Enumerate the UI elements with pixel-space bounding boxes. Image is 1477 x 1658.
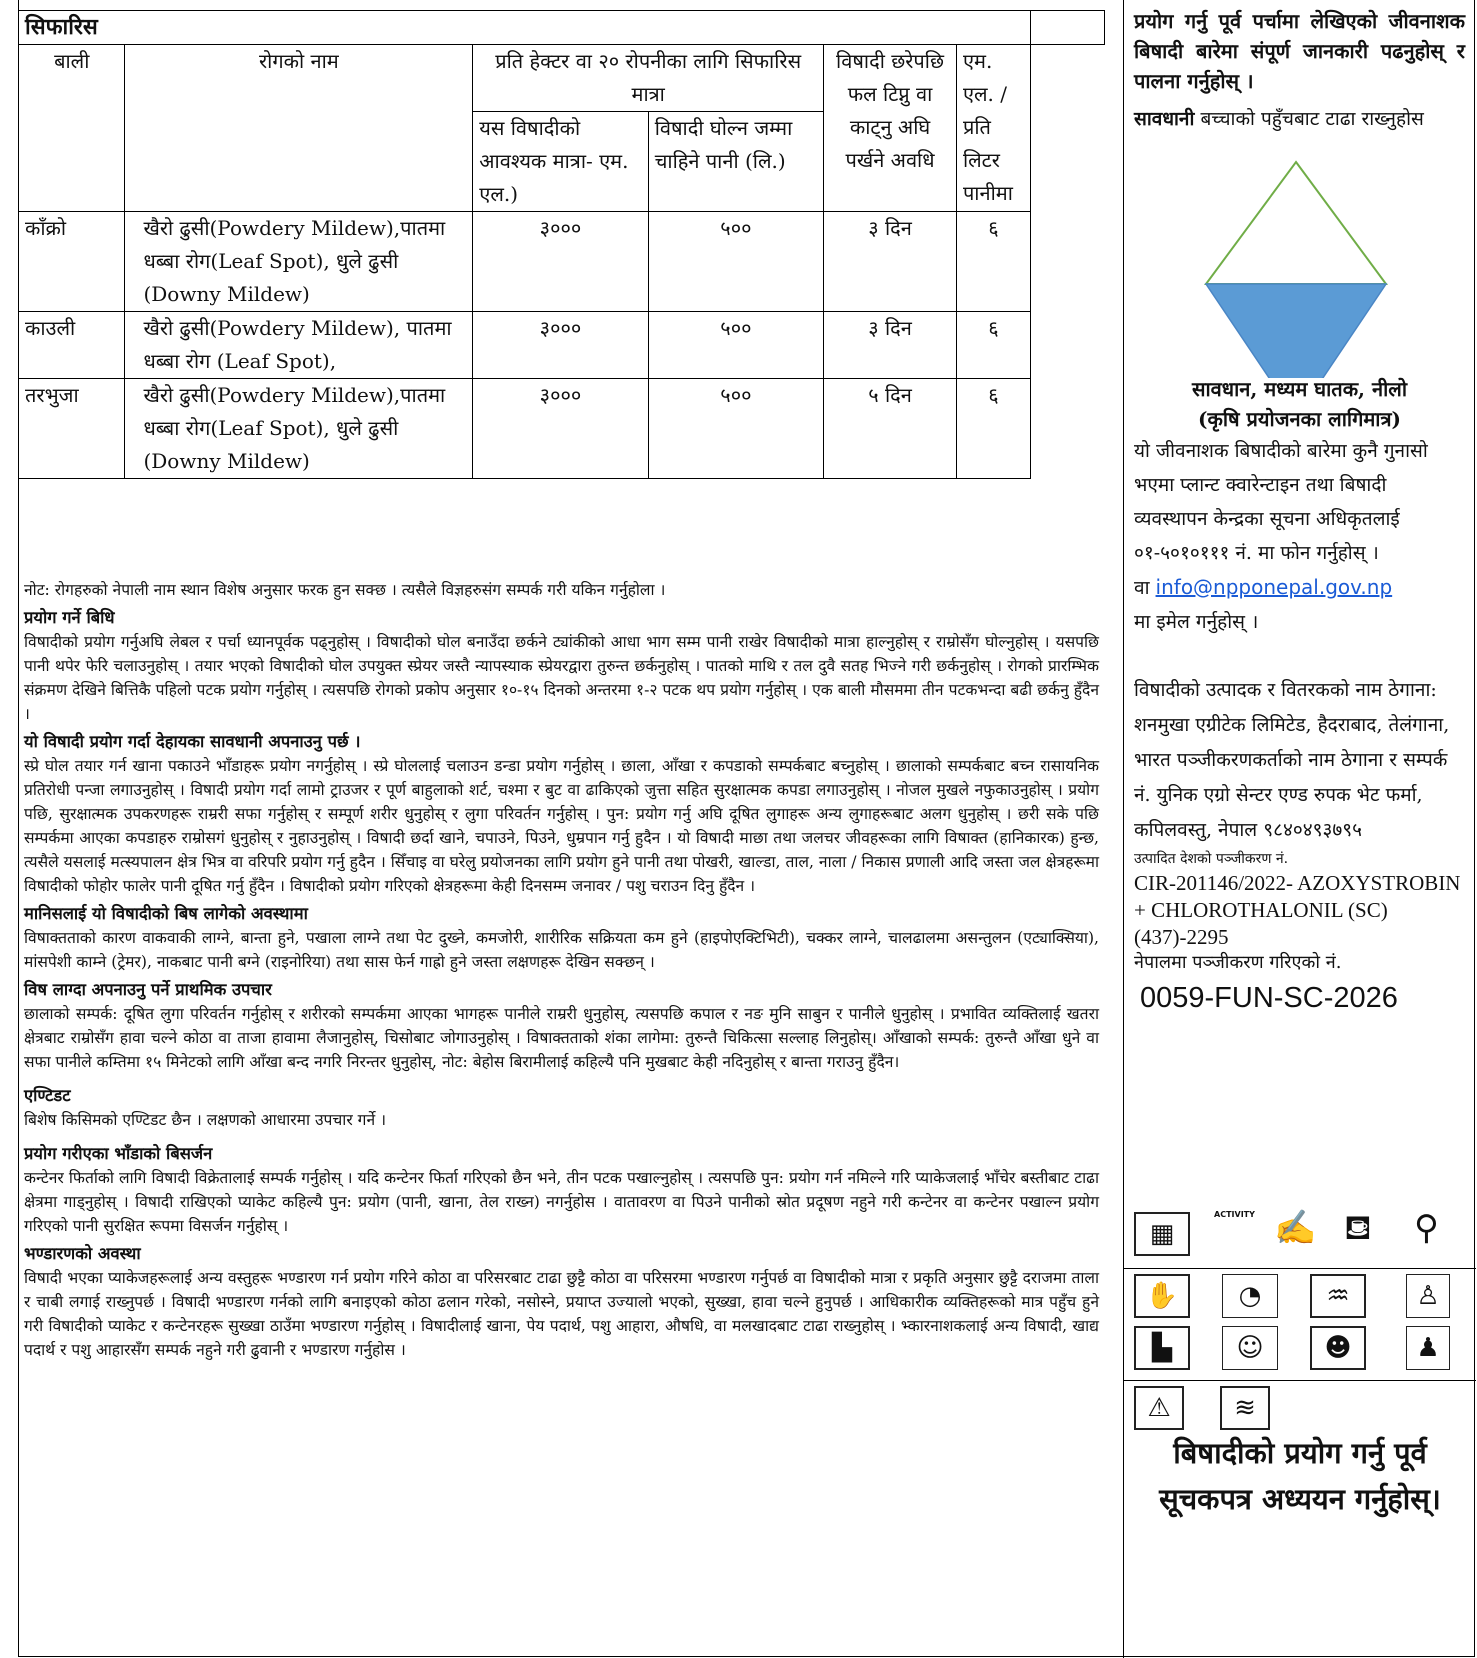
section-heading: प्रयोग गरीएका भाँडाको बिसर्जन: [24, 1144, 213, 1163]
cell-dose: ३०००: [473, 312, 648, 379]
boots-icon: ▙: [1134, 1326, 1190, 1370]
nepal-reg-label: नेपालमा पञ्जीकरण गरिएको नं.: [1134, 952, 1342, 973]
email-prefix: वा: [1134, 577, 1150, 599]
overalls-icon: ♟: [1406, 1326, 1450, 1370]
cell-crop: तरभुजा: [19, 379, 125, 479]
cell-interval: ३ दिन: [824, 212, 957, 312]
cell-water: ५००: [648, 379, 823, 479]
section-text: विषाक्तताको कारण वाकवाकी लाग्ने, बान्ता हुने, पखाला लाग्ने तथा पेट दुख्ने, कमजोरी, शारीरिक सक्रियता कम हुने (हाइपोएक्टिभिटी), चक्कर लाग्ने, चालढालमा असन्तुलन (एट्याक्सिया), मांसपेशी काम्ने (ट्रेमर), नाकबाट पानी बग्ने (राइनोरिया) तथा सास फेर्न गाह्रो हुने जस्ता लक्षणहरू देखिन सक्छन् ।: [24, 929, 1099, 971]
storage-icon: ▦: [1134, 1212, 1190, 1256]
email-link[interactable]: info@npponepal.gov.np: [1155, 575, 1393, 599]
caution-label: सावधानी: [1134, 108, 1195, 130]
section-heading: भण्डारणको अवस्था: [24, 1244, 141, 1263]
email-suffix: मा इमेल गर्नुहोस् ।: [1134, 611, 1259, 633]
header-crop: बाली: [19, 45, 125, 212]
caution-text: बच्चाको पहुँचबाट टाढा राख्नुहोस: [1200, 108, 1424, 130]
table-title: सिफारिस: [19, 11, 1031, 45]
pouring-icon: ⛾: [1344, 1208, 1372, 1248]
page-frame: [18, 0, 1475, 1657]
dangerous-fish-icon: ≋: [1220, 1386, 1270, 1430]
apron-icon: ♙: [1406, 1274, 1450, 1318]
header-disease: रोगको नाम: [125, 45, 473, 212]
note-text: नोट: रोगहरुको नेपाली नाम स्थान विशेष अनुसार फरक हुन सक्छ । त्यसैले विज्ञहरुसंग सम्पर्क गरी यकिन गर्नुहोला ।: [24, 581, 666, 599]
header-dose: यस विषादीको आवश्यक मात्रा- एम. एल.): [473, 112, 648, 212]
section-heading: विष लाग्दा अपनाउनु पर्ने प्राथमिक उपचार: [24, 980, 272, 999]
cell-water: ५००: [648, 312, 823, 379]
cell-water: ५००: [648, 212, 823, 312]
mixing-icon: ✍: [1274, 1208, 1317, 1248]
manufacturer-info: विषादीको उत्पादक र वितरकको नाम ठेगाना: शनमुखा एग्रीटेक लिमिटेड, हैदराबाद, तेलंगाना, भारत पञ्जीकरणकर्ताको नाम ठेगाना र सम्पर्क नं. युनिक एग्रो सेन्टर एण्ड रुपक भेट फर्मा, कपिलवस्तु, नेपाल ९८४०४९३७९५: [1134, 679, 1450, 841]
face-shield-icon: ◔: [1222, 1274, 1278, 1318]
section-text: विषादीको प्रयोग गर्नुअघि लेबल र पर्चा ध्यानपूर्वक पढ्नुहोस् । विषादीको घोल बनाउँदा छर्कने ट्यांकीको आधा भाग सम्म पानी राखेर विषादीको मात्रा हाल्नुहोस् र राम्रोसँग घोल्नुहोस् । यसपछि पानी थपेर फेरि चलाउनुहोस् । तयार भएको विषादीको घोल उपयुक्त स्प्रेयर जस्तै न्यापस्याक स्प्रेयरद्वारा तुरुन्त छर्कनुहोस् । पातको माथि र तल दुवै सतह भिज्ने गरी छर्कनुहोस् । रोगको प्रारम्भिक संक्रमण देखिने बित्तिकै पहिलो पटक प्रयोग गर्नुहोस् । त्यसपछि रोगको प्रकोप अनुसार १०-१५ दिनको अन्तरमा १-२ पटक थप प्रयोग गर्नुहोस् । एक बाली मौसममा तीन पटकभन्दा बढी छर्कनु हुँदैन ।: [24, 633, 1099, 723]
cell-per-liter: ६: [956, 312, 1030, 379]
cell-per-liter: ६: [956, 212, 1030, 312]
read-warning: प्रयोग गर्नु पूर्व पर्चामा लेखिएको जीवनाशक बिषादी बारेमा संपूर्ण जानकारी पढनुहोस् र पालना गर्नुहोस् ।: [1134, 9, 1465, 93]
cell-interval: ३ दिन: [824, 312, 957, 379]
header-water: विषादी घोल्न जम्मा चाहिने पानी (लि.): [648, 112, 823, 212]
cell-disease: खैरो ढुसी(Powdery Mildew), पातमा धब्बा रोग (Leaf Spot),: [125, 312, 473, 379]
cell-dose: ३०००: [473, 379, 648, 479]
cell-crop: काउली: [19, 312, 125, 379]
respirator-icon: ☻: [1310, 1326, 1366, 1370]
wash-icon: ♒: [1310, 1274, 1366, 1318]
header-per-liter: एम. एल. / प्रति लिटर पानीमा: [956, 45, 1030, 212]
section-heading: एण्टिडट: [24, 1086, 71, 1105]
section-text: स्प्रे घोल तयार गर्न खाना पकाउने भाँडाहरू प्रयोग नगर्नुहोस् । स्प्रे घोललाई चलाउन डन्डा प्रयोग गर्नुहोस् । छाला, आँखा र कपडाको सम्पर्कबाट बच्नुहोस् । छालाको सम्पर्कबाट बच्न रासायनिक प्रतिरोधी पन्जा लगाउनुहोस् । विषादी प्रयोग गर्दा लामो ट्राउजर र पूर्ण बाहुलाको शर्ट, चश्मा र बुट वा ढाकिएको जुत्ता सहित सुरक्षात्मक कपडा लगाउनुहोस् । नोजल मुखले नफुकाउनुहोस् । प्रयोग पछि, सुरक्षात्मक उपकरणहरू राम्ररी सफा गर्नुहोस् र सम्पूर्ण शरीर धुनुहोस् र लुगा परिवर्तन गर्नुहोस् । पुन: प्रयोग गर्नु अघि दूषित लुगाहरू अन्य लुगाहरूबाट अलग धुनुहोस् । छरी सके पछि सम्पर्कमा आएका कपडाहरु राम्रोसगं धुनुहोस् र नुहाउनुहोस् । विषादी छर्दा खाने, चपाउने, पिउने, धुम्रपान गर्नु हुदैन । यो विषादी माछा तथा जलचर जीवहरूका लागि विषाक्त (हानिकारक) हुन्छ, त्यसैले यसलाई मत्स्यपालन क्षेत्र भित्र वा वरिपरि प्रयोग गर्नु हुदैन । सिँचाइ वा घरेलु प्रयोजनका लागि प्रयोग हुने पानी तथा पोखरी, खाल्डा, ताल, नाला / निकास प्रणाली आदि जस्ता जल क्षेत्रहरूमा विषादीको फोहोर फालेर पानी दूषित गर्नु हुँदैन । विषादीको प्रयोग गरिएको क्षेत्रहरूमा केही दिनसम्म जनावर / पशु चराउन दिनु हुँदैन ।: [24, 757, 1099, 895]
footer-warning: बिषादीको प्रयोग गर्नु पूर्व सूचकपत्र अध्ययन गर्नुहोस्।: [1159, 1436, 1441, 1516]
nepal-reg-number: 0059-FUN-SC-2026: [1140, 982, 1398, 1014]
spraying-icon: ⚲: [1414, 1208, 1439, 1248]
hazard-subtitle: (कृषि प्रयोजनका लागिमात्र): [1198, 407, 1401, 431]
mask-icon: ☺: [1222, 1326, 1278, 1370]
cell-dose: ३०००: [473, 212, 648, 312]
gloves-icon: ✋: [1134, 1274, 1190, 1318]
activity-label: ACTIVITY: [1214, 1210, 1255, 1219]
section-heading: मानिसलाई यो विषादीको बिष लागेको अवस्थामा: [24, 904, 308, 923]
cell-disease: खैरो ढुसी(Powdery Mildew),पातमा धब्बा रोग(Leaf Spot), धुले ढुसी (Downy Mildew): [125, 212, 473, 312]
cell-interval: ५ दिन: [824, 379, 957, 479]
section-text: बिशेष किसिमको एण्टिडट छैन । लक्षणको आधारमा उपचार गर्ने ।: [24, 1111, 386, 1129]
header-interval: विषादी छरेपछि फल टिप्नु वा काट्नु अघि पर्खने अवधि: [824, 45, 957, 212]
cell-disease: खैरो ढुसी(Powdery Mildew),पातमा धब्बा रोग(Leaf Spot), धुले ढुसी (Downy Mildew): [125, 379, 473, 479]
header-dose-group: प्रति हेक्टर वा २० रोपनीका लागि सिफारिस मात्रा: [473, 45, 824, 112]
hazard-title: सावधान, मध्यम घातक, नीलो: [1191, 377, 1408, 401]
section-heading: यो विषादी प्रयोग गर्दा देहायका सावधानी अपनाउनु पर्छ ।: [24, 732, 361, 751]
section-text: कन्टेनर फिर्ताको लागि विषादी विक्रेतालाई सम्पर्क गर्नुहोस् । यदि कन्टेनर फिर्ता गरिएको छैन भने, तीन पटक पखाल्नुहोस् । त्यसपछि पुन: प्रयोग गर्न नमिल्ने गरि प्याकेजलाई भाँचेर बस्तीबाट टाढा क्षेत्रमा गाड्नुहोस् । विषादी राखिएको प्याकेट कहिल्यै पुन: प्रयोग (पानी, खाना, तेल राख्न) नगर्नुहोस । वातावरण वा पिउने पानीको स्रोत प्रदूषण नहुने गरी कन्टेनर वा कन्टेनर पखाल्न प्रयोग गरिएको पानी सुरक्षित रूपमा विसर्जन गर्नुहोस् ।: [24, 1169, 1099, 1235]
dangerous-animals-icon: ⚠: [1134, 1386, 1184, 1430]
section-heading: प्रयोग गर्ने बिधि: [24, 608, 115, 627]
origin-reg-label: उत्पादित देशको पञ्जीकरण नं.: [1134, 851, 1289, 867]
section-text: विषादी भएका प्याकेजहरूलाई अन्य वस्तुहरू भण्डारण गर्न प्रयोग गरिने कोठा वा परिसरबाट टाढा छुट्टै कोठा वा परिसरमा भण्डारण गर्नुपर्छ वा विषादीको मात्रा र प्रकृति अनुसार छुट्टै दराजमा ताला र चाबी लगाई राख्नुपर्छ । विषादी भण्डारण गर्नको लागि बनाइएको कोठा ढलान गरेको, नसोस्ने, प्रयाप्त उज्यालो भएको, सुख्खा, हावा चल्ने हुनुपर्छ । आधिकारीक व्यक्तिहरूको मात्र पहुँच हुने गरी विषादीको प्याकेट र कन्टेनरहरू सुख्खा ठाउँमा भण्डारण गर्नुहोस् । विषादीलाई खाना, पेय पदार्थ, पशु आहारा, औषधि, वा मलखादबाट टाढा राख्नुहोस् । भ्कारनाशकलाई अन्य विषादी, खाद्य पदार्थ र पशु आहारसँग सम्पर्क नहुने गरी ढुवानी र भण्डारण गर्नुहोस ।: [24, 1269, 1099, 1359]
origin-reg-number: CIR-201146/2022- AZOXYSTROBIN + CHLOROTHALONIL (SC) (437)-2295: [1134, 871, 1461, 949]
contact-text: यो जीवनाशक बिषादीको बारेमा कुनै गुनासो भएमा प्लान्ट क्वारेन्टाइन तथा बिषादी व्यवस्थापन केन्द्रका सूचना अधिकृतलाई ०१-५०१०१११ नं. मा फोन गर्नुहोस् ।: [1134, 440, 1428, 564]
cell-per-liter: ६: [956, 379, 1030, 479]
section-text: छालाको सम्पर्क: दूषित लुगा परिवर्तन गर्नुहोस् र शरीरको सम्पर्कमा आएका भागहरू पानीले राम्ररी धुनुहोस्, त्यसपछि कपाल र नङ मुनि साबुन र पानीले धुनुहोस् । प्रभावित व्यक्तिलाई खतरा क्षेत्रबाट राम्रोसँग हावा चल्ने कोठा वा ताजा हावामा लैजानुहोस्, चिसोबाट जोगाउनुहोस् । विषाक्तताको शंका लागेमा: तुरुन्तै चिकित्सा सल्लाह लिनुहोस्। आँखाको सम्पर्क: तुरुन्तै आँखा धुने वा सफा पानीले कम्तिमा १५ मिनेटको लागि आँखा बन्द नगरि निरन्तर धुनुहोस्, नोट: बेहोस बिरामीलाई कहिल्यै पनि मुखबाट केही नदिनुहोस् र बान्ता गराउनु हुँदैन।: [24, 1005, 1099, 1071]
cell-crop: काँक्रो: [19, 212, 125, 312]
